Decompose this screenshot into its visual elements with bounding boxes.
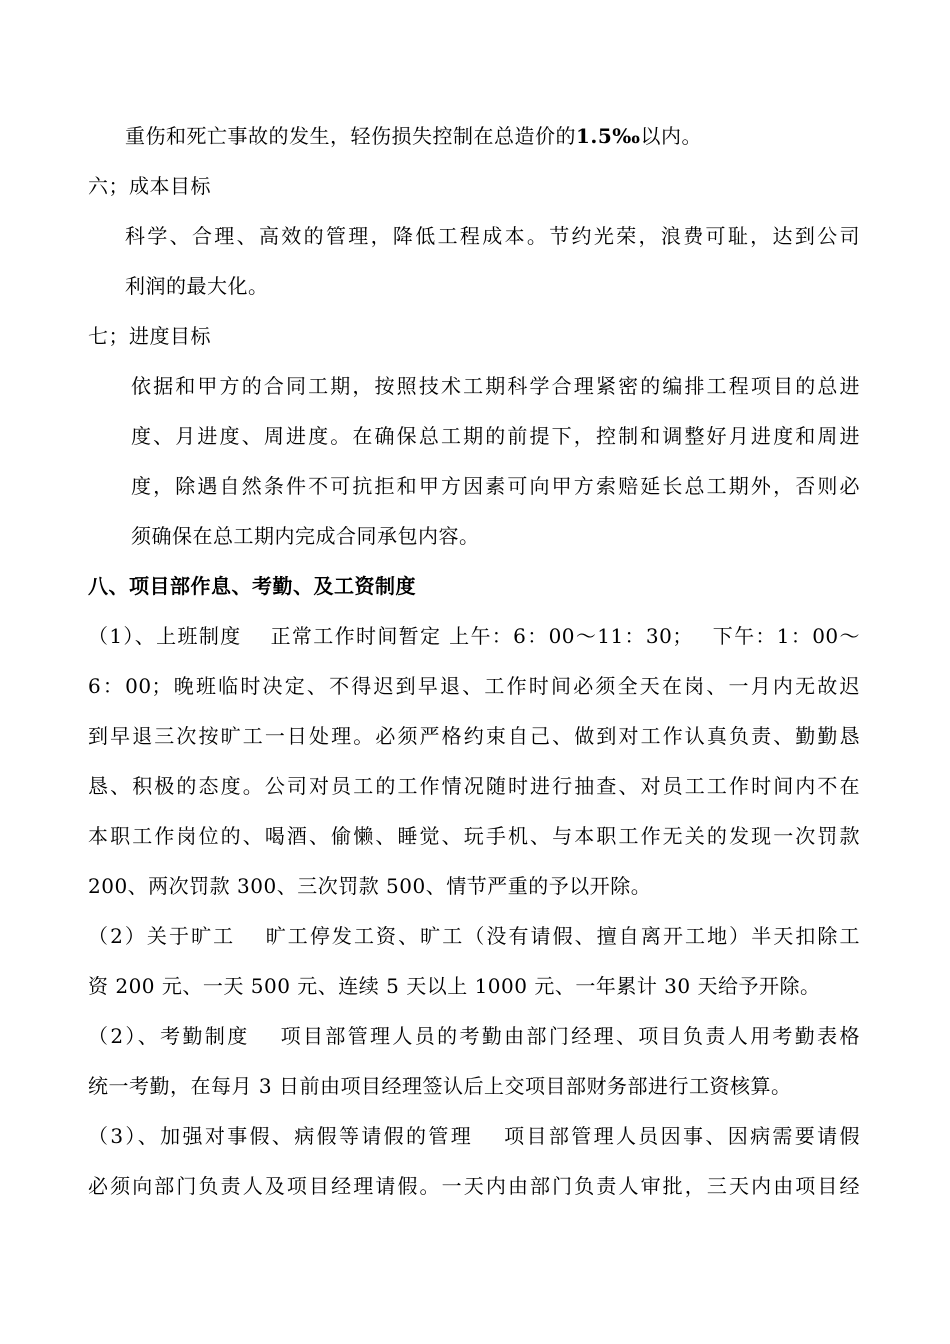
paragraph-line: 到早退三次按旷工一日处理。必须严格约束自己、做到对工作认真负责、勤勤恳	[88, 724, 860, 748]
paragraph-line: （3）、加强对事假、病假等请假的管理 项目部管理人员因事、因病需要请假	[88, 1124, 860, 1148]
paragraph-line: 6：00；晚班临时决定、不得迟到早退、工作时间必须全天在岗、一月内无故迟	[88, 674, 860, 698]
ratio-value: 1.5‰	[576, 124, 641, 148]
paragraph-line: （2）、考勤制度 项目部管理人员的考勤由部门经理、项目负责人用考勤表格	[88, 1024, 860, 1048]
paragraph-line: 必须向部门负责人及项目经理请假。一天内由部门负责人审批，三天内由项目经	[88, 1174, 860, 1198]
paragraph-line: （2）关于旷工 旷工停发工资、旷工（没有请假、擅自离开工地）半天扣除工	[88, 924, 860, 948]
paragraph-line	[125, 122, 702, 150]
paragraph-line: 恳、积极的态度。公司对员工的工作情况随时进行抽查、对员工工作时间内不在	[88, 774, 860, 798]
paragraph-line: 依据和甲方的合同工期，按照技术工期科学合理紧密的编排工程项目的总进	[131, 374, 860, 398]
paragraph-line: 科学、合理、高效的管理，降低工程成本。节约光荣，浪费可耻，达到公司	[125, 224, 860, 248]
paragraph-line: 度、月进度、周进度。在确保总工期的前提下，控制和调整好月进度和周进	[131, 424, 860, 448]
text-segment: 以内。	[640, 124, 702, 148]
paragraph-line: 须确保在总工期内完成合同承包内容。	[131, 524, 480, 548]
paragraph-line: 200、两次罚款 300、三次罚款 500、情节严重的予以开除。	[88, 874, 652, 898]
paragraph-line: 度，除遇自然条件不可抗拒和甲方因素可向甲方索赔延长总工期外，否则必	[131, 474, 860, 498]
paragraph-line: 利润的最大化。	[125, 274, 269, 298]
section-heading-7: 七；进度目标	[88, 324, 211, 348]
paragraph-line: （1）、上班制度 正常工作时间暂定 上午：6：00～11：30； 下午：1：00～	[88, 624, 860, 648]
section-heading-8: 八、项目部作息、考勤、及工资制度	[88, 574, 416, 598]
text-segment: 重伤和死亡事故的发生，轻伤损失控制在总造价的	[125, 124, 576, 148]
paragraph-line: 本职工作岗位的、喝酒、偷懒、睡觉、玩手机、与本职工作无关的发现一次罚款	[88, 824, 860, 848]
paragraph-line: 资 200 元、一天 500 元、连续 5 天以上 1000 元、一年累计 30 天给予开除。	[88, 974, 821, 998]
section-heading-6: 六；成本目标	[88, 174, 211, 198]
paragraph-line: 统一考勤，在每月 3 日前由项目经理签认后上交项目部财务部进行工资核算。	[88, 1074, 792, 1098]
